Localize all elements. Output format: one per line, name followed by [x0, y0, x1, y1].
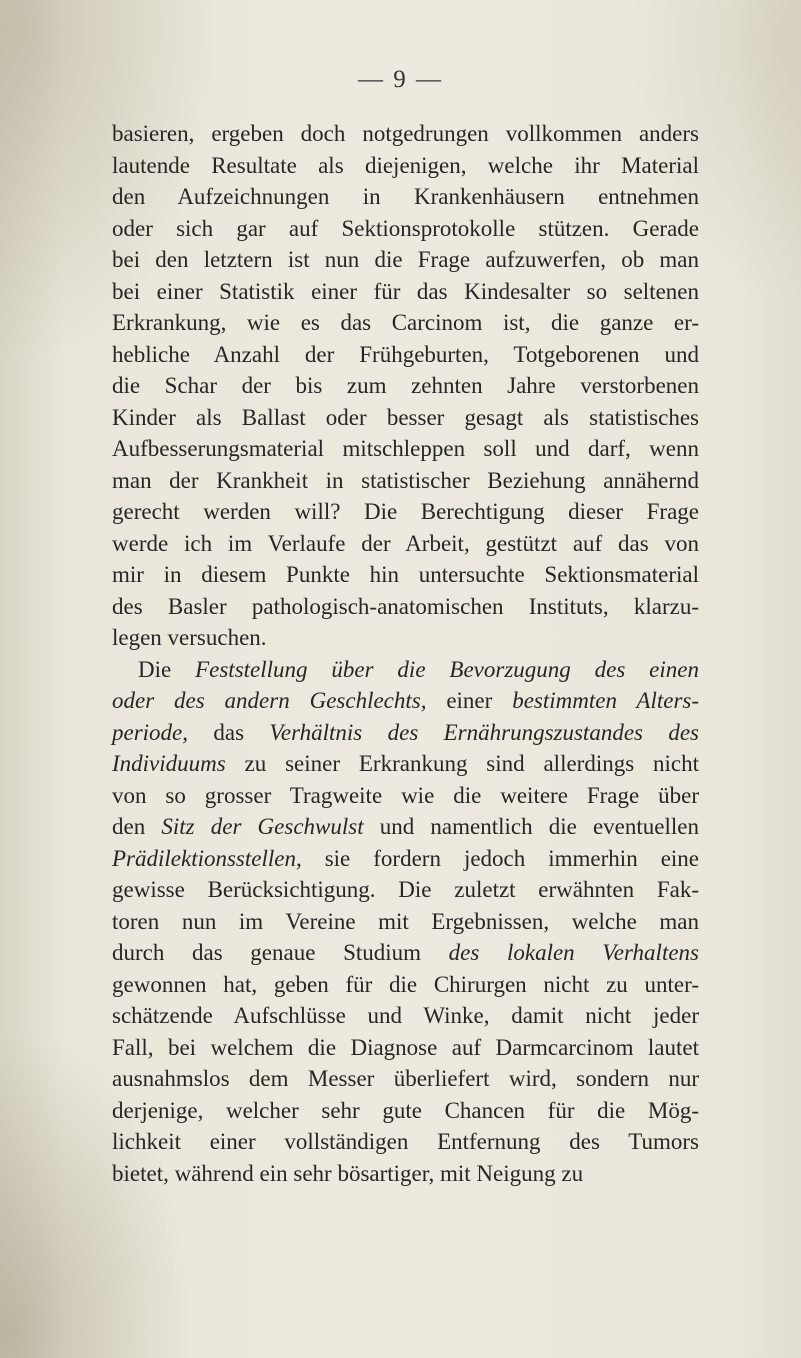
text-line [112, 654, 699, 686]
text-line [112, 150, 699, 182]
italic-text-span: periode, [112, 719, 189, 745]
text-line [112, 1032, 699, 1064]
text-span: des Basler pathologisch-anatomischen Instituts, klarzu- [112, 593, 699, 619]
text-span: schätzende Aufschlüsse und Winke, damit nicht jeder [112, 1003, 699, 1028]
text-span: oder sich gar auf Sektionsprotokolle stützen. Gerade [112, 215, 699, 241]
text-span: die Schar der bis zum zehnten Jahre verstorbenen [112, 373, 699, 398]
italic-text-span: Individuums [112, 751, 226, 776]
text-line [112, 748, 699, 780]
text-span: das [188, 719, 270, 745]
italic-text-span: oder des andern Geschlechts, [112, 688, 427, 713]
text-span: derjenige, welcher sehr gute Chancen für die Mög- [112, 1097, 699, 1123]
text-span: gerecht werden will? Die Berechtigung dieser Frage [112, 499, 699, 524]
italic-text-span: des lokalen Verhaltens [448, 940, 699, 965]
text-line [112, 717, 699, 749]
text-span: basieren, ergeben doch notgedrungen vollkommen anders [112, 121, 699, 146]
text-line [112, 276, 699, 308]
text-line [112, 906, 699, 938]
text-line [112, 307, 699, 339]
text-span: legen versuchen. [112, 625, 267, 650]
text-span: lichkeit einer vollständigen Entfernung des Tumors [112, 1129, 699, 1154]
text-span: durch das genaue Studium [112, 940, 449, 965]
text-line [112, 370, 699, 402]
text-span: bei den letztern ist nun die Frage aufzuwerfen, ob man [112, 247, 699, 272]
italic-text-span: Sitz der Geschwulst [161, 814, 364, 839]
text-span: toren nun im Vereine mit Ergebnissen, welche man [112, 908, 699, 934]
italic-text-span: bestimmten Alters- [512, 688, 699, 713]
text-span: werde ich im Verlaufe der Arbeit, gestützt auf das von [112, 530, 699, 556]
text-span: Fall, bei welchem die Diagnose auf Darmcarcinom lautet [112, 1034, 699, 1060]
text-span: Erkrankung, wie es das Carcinom ist, die ganze er- [112, 310, 699, 335]
text-line [112, 244, 699, 276]
text-span: Die [138, 656, 196, 682]
text-span: zu seiner Erkrankung sind allerdings nicht [225, 751, 699, 776]
text-line [112, 213, 699, 245]
text-span: ausnahmslos dem Messer überliefert wird, sondern nur [112, 1066, 699, 1091]
text-line [112, 433, 699, 465]
text-line [112, 622, 699, 654]
text-line [112, 402, 699, 434]
text-line [112, 1000, 699, 1032]
text-line [112, 1126, 699, 1158]
text-span: hebliche Anzahl der Frühgeburten, Totgeborenen und [112, 341, 699, 367]
text-span: bei einer Statistik einer für das Kindesalter so seltenen [112, 278, 699, 304]
text-line [112, 937, 699, 969]
text-span: bietet, während ein sehr bösartiger, mit Neigung zu [112, 1160, 584, 1186]
text-line [112, 465, 699, 497]
text-span: und namentlich die eventuellen [363, 814, 699, 839]
text-span: sie fordern jedoch immerhin eine [301, 845, 699, 871]
text-line [112, 811, 699, 843]
text-line [112, 969, 699, 1001]
italic-text-span: Feststellung über die Bevorzugung des einen [195, 656, 699, 682]
text-line [112, 1158, 699, 1190]
text-line [112, 843, 699, 875]
text-span: lautende Resultate als diejenigen, welche ihr Material [112, 152, 699, 178]
text-span: den Aufzeichnungen in Krankenhäusern entnehmen [112, 184, 699, 209]
body-text [112, 118, 699, 1189]
text-span: Aufbesserungsmaterial mitschleppen soll und darf, wenn [112, 436, 699, 461]
text-line [112, 559, 699, 591]
text-span: gewisse Berücksichtigung. Die zuletzt erwähnten Fak- [112, 877, 699, 902]
text-line [112, 1063, 699, 1095]
text-line [112, 118, 699, 150]
text-span: einer [426, 688, 513, 713]
text-line [112, 181, 699, 213]
text-line [112, 874, 699, 906]
text-line [112, 339, 699, 371]
text-span: Kinder als Ballast oder besser gesagt als statistisches [112, 404, 699, 430]
text-line [112, 780, 699, 812]
text-line [112, 528, 699, 560]
italic-text-span: Verhältnis des Ernährungszustandes des [269, 719, 699, 745]
text-line [112, 591, 699, 623]
text-span: mir in diesem Punkte hin untersuchte Sektionsmaterial [112, 562, 699, 587]
text-span: von so grosser Tragweite wie die weitere Frage über [112, 782, 699, 808]
text-span: den [112, 814, 162, 839]
page-number: — 9 — [358, 66, 443, 93]
text-span: gewonnen hat, geben für die Chirurgen nicht zu unter- [112, 971, 699, 997]
italic-text-span: Prädilektionsstellen, [112, 845, 302, 871]
text-line [112, 1095, 699, 1127]
text-span: man der Krankheit in statistischer Beziehung annähernd [112, 467, 699, 493]
text-line [112, 496, 699, 528]
text-line [112, 685, 699, 717]
